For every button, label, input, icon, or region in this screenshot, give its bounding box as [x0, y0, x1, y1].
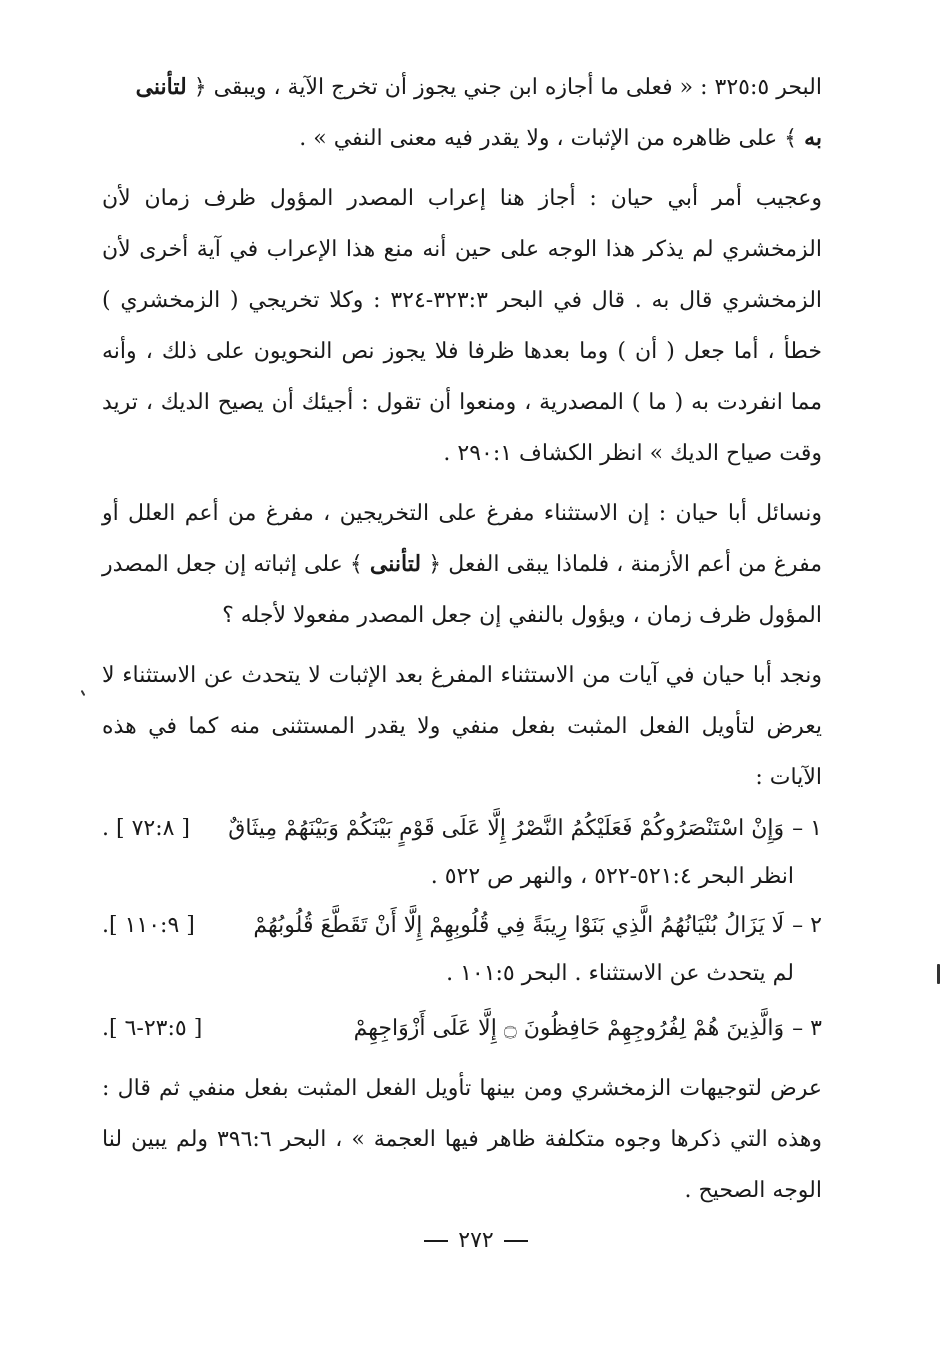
page-number — [0, 1228, 952, 1253]
paragraph-3 — [102, 488, 822, 641]
scan-speck — [81, 690, 86, 696]
page-number-value: ٢٧٢ — [458, 1228, 494, 1253]
verse-number: ٣ – — [792, 1016, 822, 1041]
quran-word-bold: لتأننى — [135, 74, 187, 100]
verse-reference: [ ٧٢:٨ ] . — [102, 816, 191, 841]
verse-text: وَالَّذِينَ هُمْ لِفُرُوجِهِمْ حَافِظُونَ ۝ إِلَّا عَلَى أَزْوَاجِهِمْ — [353, 1016, 785, 1041]
verse-text: لَا يَزَالُ بُنْيَانُهُمُ الَّذِي بَنَوْا رِيبَةً فِي قُلُوبِهِمْ إِلَّا أَنْ تَقَطَّعَ قُلُوبُهُمْ — [253, 913, 785, 938]
verse-3 — [102, 1003, 822, 1054]
verse-text: وَإِنْ اسْتَنْصَرُوكُمْ فَعَلَيْكُمُ النَّصْرُ إِلَّا عَلَى قَوْمٍ بَيْنَكُمْ وَبَيْنَهُمْ مِيثَاقٌ — [228, 816, 785, 841]
paragraph-4: ونجد أبا حيان في آيات من الاستثناء المفرغ بعد الإثبات لا يتحدث عن الاستثناء لا يعرض لتأويل الفعل المثبت بفعل منفي ولا يقدر المستثنى منه كما في هذه الآيات : — [102, 663, 822, 790]
paragraph-3-text-a: ونسائل أبا حيان : إن الاستثناء مفرغ على التخريجين ، مفرغ من أعم العلل أو مفرغ من أعم الأزمنة ، فلماذا يبقى الفعل ﴿ — [102, 501, 822, 577]
verse-2 — [102, 900, 822, 951]
page-number-dash — [504, 1240, 528, 1242]
quran-word-bold-3: لتأننى — [369, 551, 422, 577]
verse-number: ٢ – — [792, 913, 822, 938]
verse-reference: [ ١١٠:٩ ]. — [102, 913, 195, 938]
verse-number: ١ – — [792, 816, 822, 841]
verse-reference: [ ٢٣:٥-٦ ]. — [102, 1016, 203, 1041]
quran-word-bold-2: به — [804, 125, 822, 151]
paragraph-1-line1-text: البحر ٣٢٥:٥ : « فعلى ما أجازه ابن جني يجوز أن تخرج الآية ، ويبقى ﴿ — [186, 75, 822, 100]
page-number-dash — [424, 1240, 448, 1242]
paragraph-2: وعجيب أمر أبي حيان : أجاز هنا إعراب المصدر المؤول ظرف زمان لأن الزمخشري لم يذكر هذا الوجه على حين أنه منع هذا الإعراب في آية أخرى لأن الزمخشري قال به . قال في البحر ٣٢٣:٣-٣٢٤ : وكلا تخريجي ( الزمخشري ) خطأ ، أما جعل ( أن ) وما بعدها ظرفا فلا يجوز نص النحويون على ذلك ، وأنه مما انفردت به ( ما ) المصدرية ، ومنعوا أن تقول : أجيئك أن يصيح الديك ، تريد وقت صياح الديك » انظر الكشاف ٢٩٠:١ . — [102, 186, 823, 466]
verse-1-note: انظر البحر ٥٢١:٤-٥٢٢ ، والنهر ص ٥٢٢ . — [430, 864, 794, 889]
paragraph-3-text-c: ﴾ على إثباته إن جعل المصدر المؤول ظرف زمان ، ويؤول بالنفي إن جعل المصدر مفعولا لأجله ؟ — [102, 552, 822, 628]
paragraph-5: عرض لتوجيهات الزمخشري ومن بينها تأويل الفعل المثبت بفعل منفي ثم قال : وهذه التي ذكرها وجوه متكلفة ظاهر فيها العجمة » ، البحر ٣٩٦:٦ ولم يبين لنا الوجه الصحيح . — [102, 1076, 823, 1203]
verse-2-note: لم يتحدث عن الاستثناء . البحر ١٠١:٥ . — [446, 961, 794, 986]
verse-1 — [102, 803, 822, 854]
scan-edge-mark — [937, 964, 940, 984]
page-body — [102, 62, 822, 1216]
paragraph-1-line2-text: ﴾ على ظاهره من الإثبات ، ولا يقدر فيه معنى النفي » . — [299, 126, 805, 151]
paragraph-1 — [102, 62, 822, 164]
